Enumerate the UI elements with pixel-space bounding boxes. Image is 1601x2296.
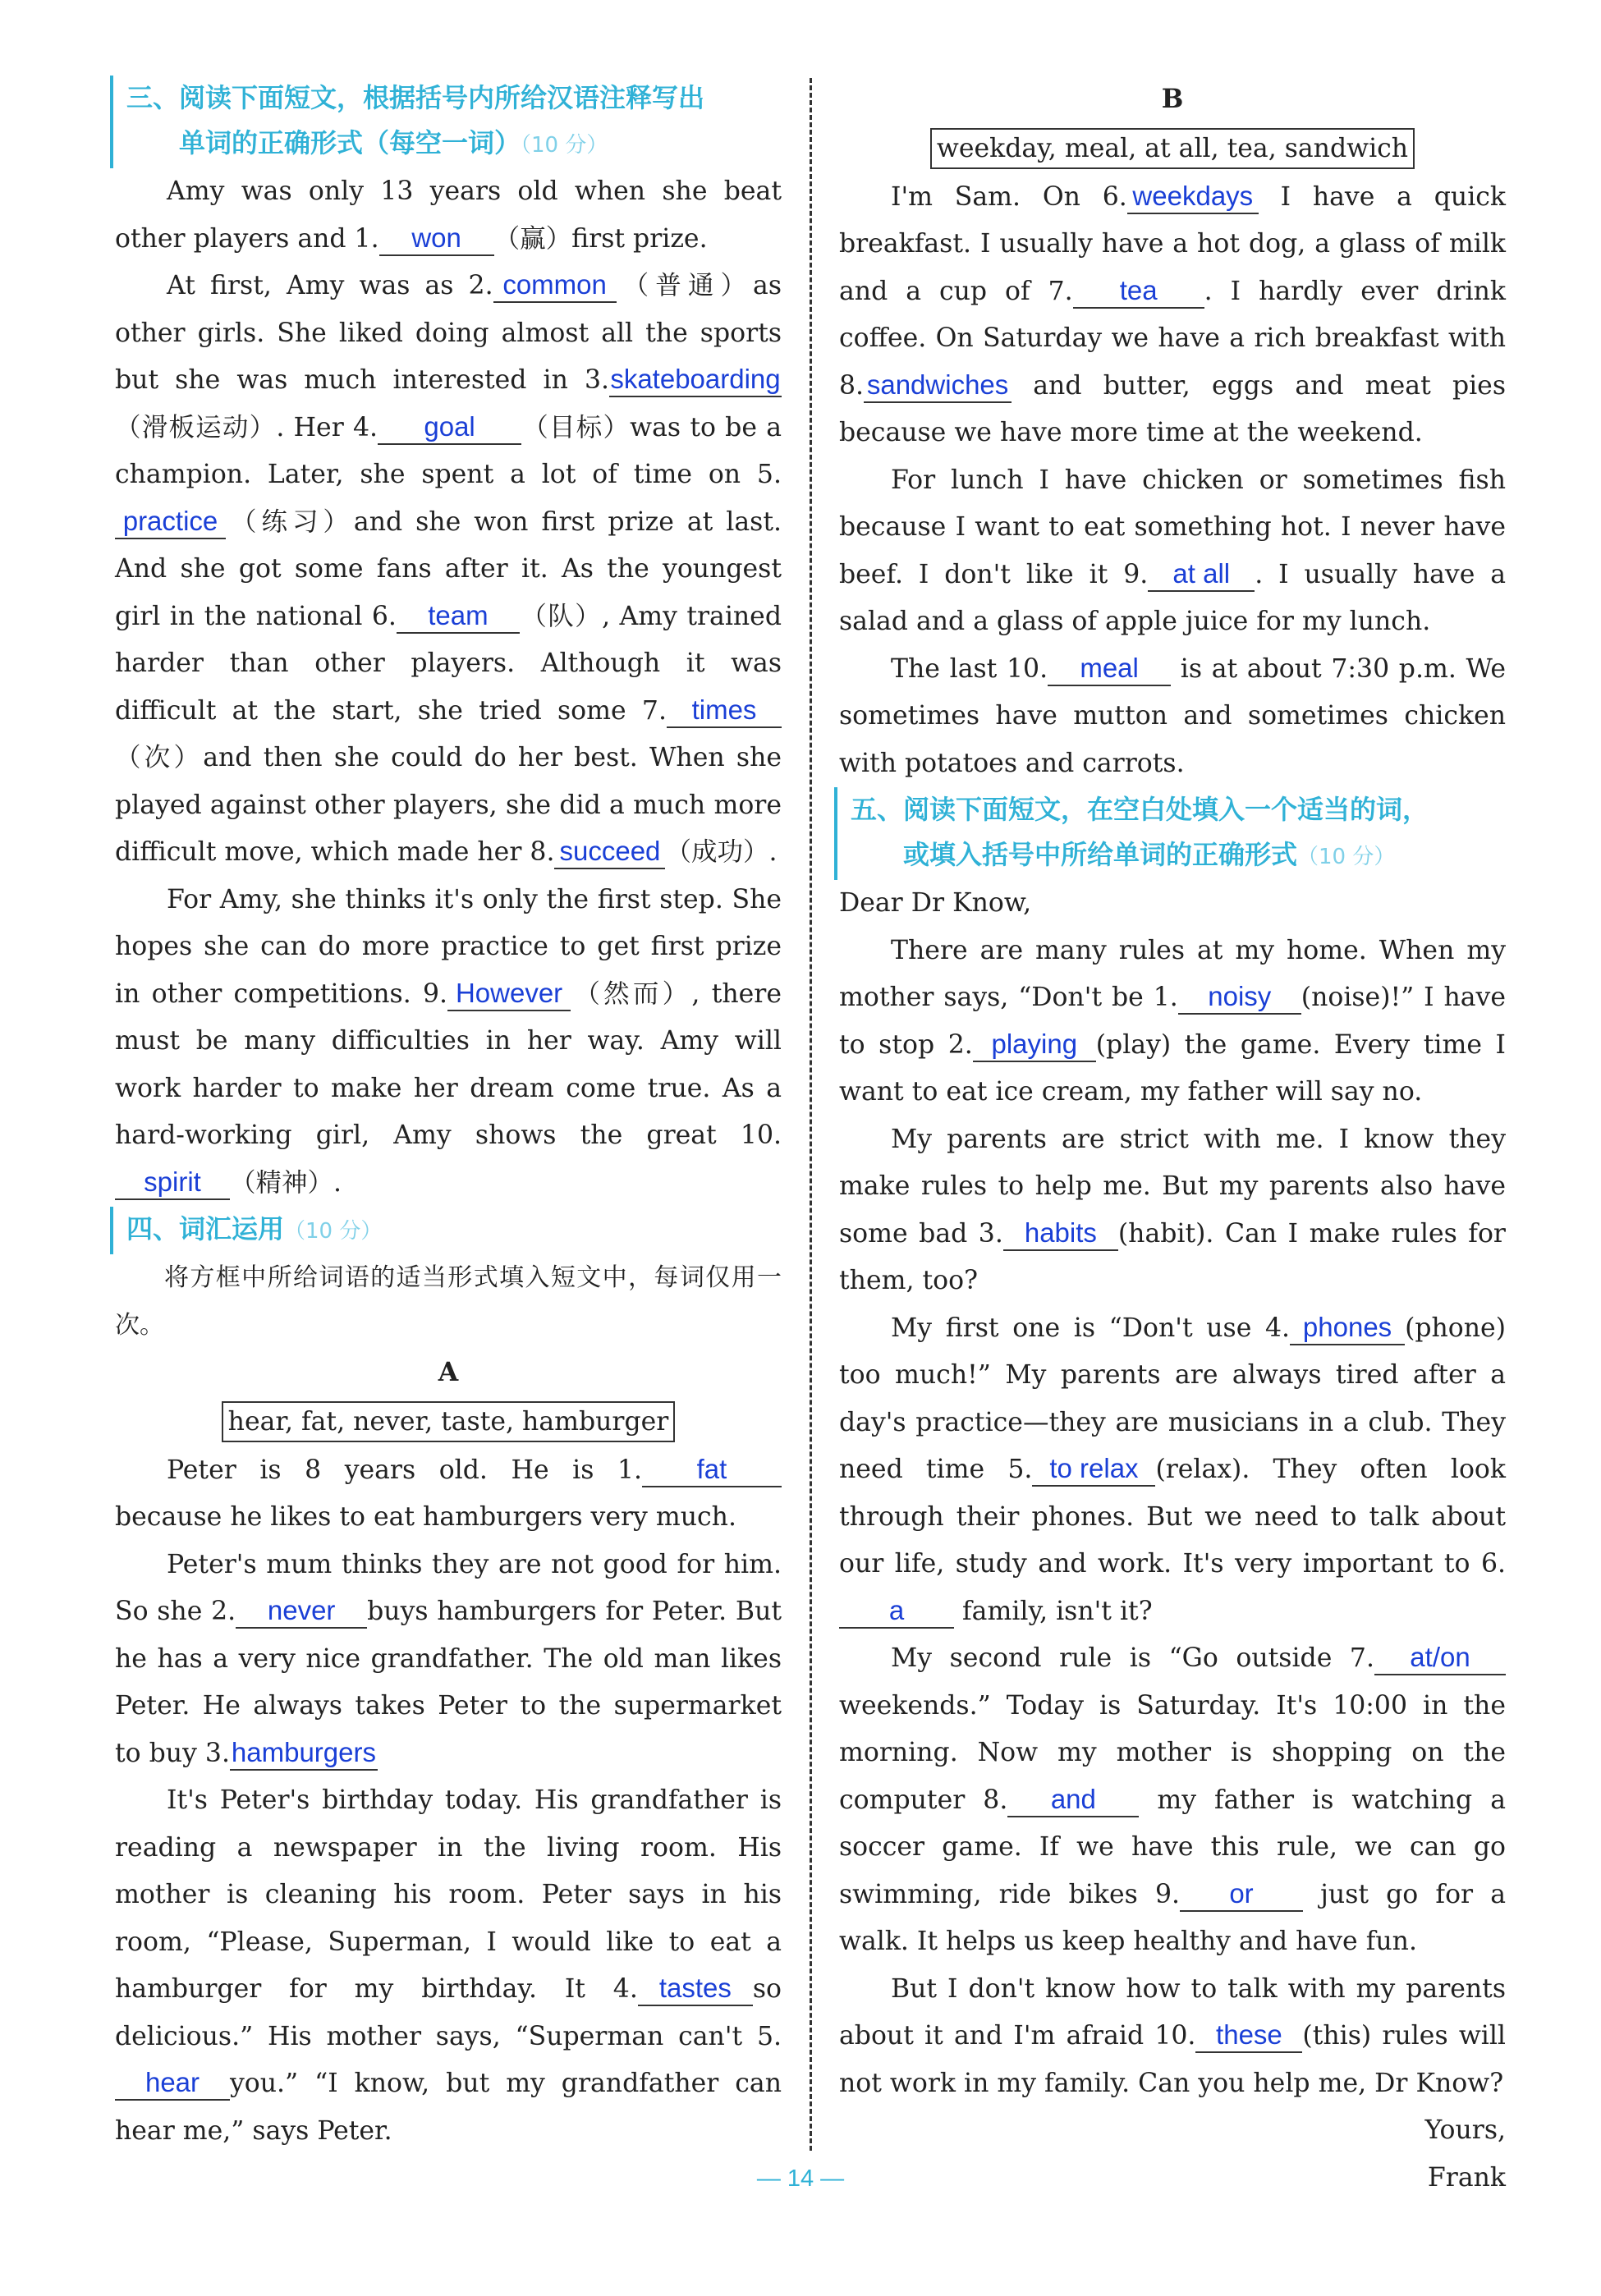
answer-blank: However [447, 977, 571, 1011]
passage-paragraph: Amy was only 13 years old when she beat other players and 1. won （赢）first prize. [115, 168, 782, 263]
section-title: 三、阅读下面短文，根据括号内所给汉语注释写出 [126, 82, 705, 113]
answer-blank: common [493, 268, 617, 303]
passage-paragraph: There are many rules at my home. When my mother says, “Don't be 1. noisy (noise)!” I have to stop 2. playing (play) the game. Every time I want to eat ice cream, my father will say no. [839, 935, 1506, 1107]
section-3-heading [110, 76, 782, 168]
answer-blank: fat [642, 1453, 782, 1487]
passage-paragraph: My second rule is “Go outside 7. at/on weekends.” Today is Saturday. It's 10:00 in the morning. Now my mother is shopping on the computer 8. and my father is watching a soccer game. If we have this rule, we can go swimming, ride bikes 9. or just go for a walk. It helps us keep healthy and have fun. [839, 1642, 1506, 1956]
section-title: 单词的正确形式（每空一词） [179, 127, 521, 158]
passage-paragraph: For Amy, she thinks it's only the first step. She hopes she can do more practice to get first prize in other competitions. 9. However （然而）, there must be many difficulties in her way. Amy will work harder to make her dream come true. As a hard-working girl, Amy shows the great 10.spirit （精神）. [115, 877, 782, 1208]
answer-blank: tastes [638, 1972, 753, 2006]
section-points: （10 分） [1297, 845, 1396, 869]
passage-paragraph: My parents are strict with me. I know they make rules to help me. But my parents also have some bad 3. habits (habit). Can I make rules for them, too? [839, 1124, 1506, 1295]
word-box-b: weekday, meal, at all, tea, sandwich [839, 123, 1506, 174]
letter-signature: Frank [1427, 2162, 1506, 2193]
answer-blank: a [839, 1594, 954, 1629]
answer-blank: hear [115, 2066, 230, 2101]
answer-blank: weekdays [1127, 180, 1259, 214]
passage-paragraph: It's Peter's birthday today. His grandfather is reading a newspaper in the living room. His mother is cleaning his room. Peter says in his room, “Please, Superman, I would like to eat a hamburger for my birthday. It 4. tastes so delicious.” His mother says, “Superman can't 5.hear you.” “I know, but my grandfather can hear me,” says Peter. [115, 1785, 782, 2146]
section-5-heading [834, 787, 1506, 880]
passage-paragraph: My first one is “Don't use 4. phones (phone) too much!” My parents are always tired after a day's practice—they are musicians in a club. They need time 5. to relax (relax). They often look through their phones. But we need to talk about our life, study and work. It's very important to 6.a family, isn't it? [839, 1305, 1506, 1636]
answer-blank: skateboarding [609, 363, 782, 397]
part-b-label: B [1161, 84, 1184, 114]
column-divider [810, 78, 812, 2151]
answer-blank: at all [1148, 557, 1255, 592]
letter-closing: Yours, [1424, 2115, 1506, 2145]
passage-paragraph: Peter's mum thinks they are not good for him. So she 2. never buys hamburgers for Peter. But he has a very nice grandfather. The old man likes Peter. He always takes Peter to the supermarket to buy 3.hamburgers [115, 1542, 782, 1778]
answer-blank: never [236, 1594, 367, 1629]
section-points: （10 分） [521, 133, 608, 158]
instruction: 将方框中所给词语的适当形式填入短文中，每词仅用一次。 [115, 1263, 782, 1340]
answer-blank: meal [1048, 652, 1171, 686]
right-column [839, 76, 1506, 2202]
answer-blank: spirit [115, 1166, 230, 1200]
passage-paragraph: The last 10. meal is at about 7:30 p.m. We sometimes have mutton and sometimes chicken with potatoes and carrots. [839, 652, 1506, 778]
section-title: 或填入括号中所给单词的正确形式 [903, 839, 1298, 870]
passage-paragraph: For lunch I have chicken or sometimes fish because I want to eat something hot. I never have beef. I don't like it 9. at all . I usually have a salad and a glass of apple juice for my lunch. [839, 465, 1507, 636]
passage-paragraph: At first, Amy was as 2. common （普通）as other girls. She liked doing almost all the sports but she was much interested in 3.skateboarding（滑板运动）. Her 4. goal （目标）was to be a champion. Later, she spent a lot of time on 5.practice （练习）and she won first prize at last. And she got some fans after it. As the youngest girl in the national 6. team （队）, Amy trained harder than other players. Although it was difficult at the start, she tried some 7. times（次）and then she could do her best. When she played against other players, she did a much more difficult move, which made her 8. succeed （成功）. [115, 263, 782, 877]
passage-paragraph: Peter is 8 years old. He is 1. fat because he likes to eat hamburgers very much. [115, 1447, 782, 1542]
answer-blank: hamburgers [230, 1736, 378, 1771]
answer-blank: times [667, 694, 782, 728]
page-number: — 14 — [756, 2165, 845, 2192]
section-title: 五、阅读下面短文，在空白处填入一个适当的词， [851, 794, 1429, 825]
answer-blank: habits [1003, 1217, 1118, 1251]
section-title: 四、词汇运用 [126, 1213, 285, 1244]
letter-greeting: Dear Dr Know, [839, 888, 1032, 918]
answer-blank: these [1195, 2019, 1302, 2053]
passage-paragraph: I'm Sam. On 6. weekdays I have a quick breakfast. I usually have a hot dog, a glass of milk and a cup of 7. tea . I hardly ever drink coffee. On Saturday we have a rich breakfast with 8. sandwiches and butter, eggs and meat pies because we have more time at the weekend. [839, 180, 1507, 447]
answer-blank: or [1180, 1877, 1303, 1912]
left-column [115, 76, 782, 2155]
answer-blank: playing [973, 1028, 1096, 1062]
answer-blank: noisy [1178, 980, 1301, 1015]
part-a-label: A [438, 1357, 459, 1387]
answer-blank: goal [378, 410, 521, 445]
passage-paragraph: But I don't know how to talk with my parents about it and I'm afraid 10. these (this) rules will not work in my family. Can you help me, Dr Know? [839, 1973, 1507, 2098]
answer-blank: succeed [554, 835, 665, 869]
answer-blank: team [397, 599, 520, 634]
answer-blank: to relax [1032, 1452, 1155, 1487]
section-points: （10 分） [284, 1219, 383, 1244]
answer-blank: won [379, 222, 494, 256]
word-box-a: hear, fat, never, taste, hamburger [115, 1396, 782, 1447]
answer-blank: tea [1073, 274, 1204, 309]
answer-blank: and [1007, 1783, 1139, 1817]
answer-blank: sandwiches [864, 369, 1012, 403]
section-4-heading [110, 1207, 782, 1254]
answer-blank: practice [115, 505, 226, 539]
answer-blank: phones [1290, 1311, 1405, 1345]
answer-blank: at/on [1374, 1641, 1506, 1675]
